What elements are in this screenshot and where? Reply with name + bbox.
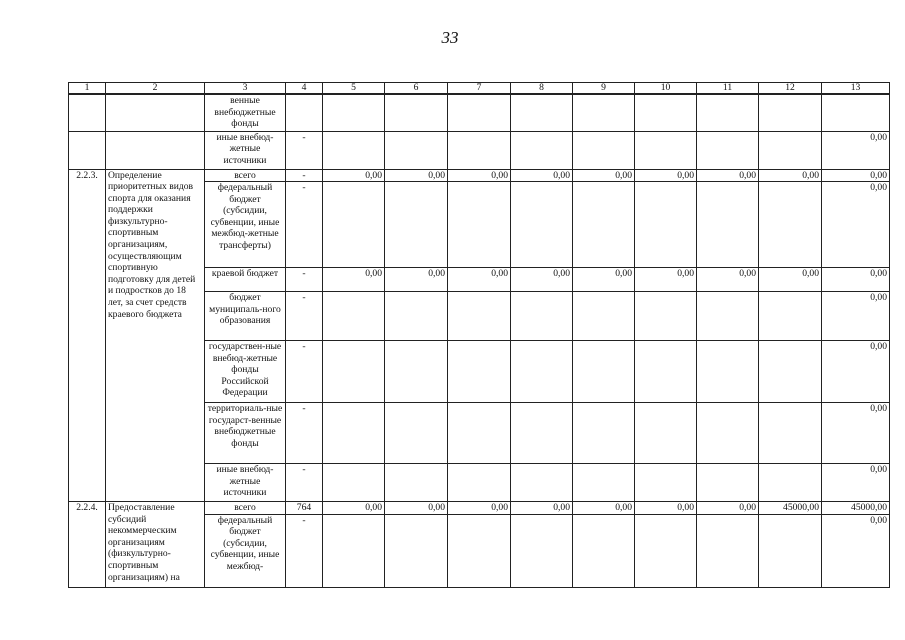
table-row xyxy=(69,131,890,169)
value-cell: 0,00 xyxy=(822,514,890,587)
value-cell: 0,00 xyxy=(323,169,385,182)
value-cell: 0,00 xyxy=(697,502,759,515)
value-cell: 0,00 xyxy=(822,341,890,403)
value-cell: 0,00 xyxy=(697,169,759,182)
funding-source: всего xyxy=(205,502,286,515)
funding-source: федеральный бюджет (субсидии, субвенции, иные межбюд-жетные трансферты) xyxy=(205,182,286,268)
value-cell: 0,00 xyxy=(323,268,385,292)
value-cell: 0,00 xyxy=(385,268,448,292)
code-cell: - xyxy=(286,292,323,341)
value-cell: 0,00 xyxy=(511,169,573,182)
value-cell: 0,00 xyxy=(511,268,573,292)
table-row xyxy=(69,94,890,131)
code-cell: - xyxy=(286,182,323,268)
value-cell: 0,00 xyxy=(635,169,697,182)
code-cell: - xyxy=(286,169,323,182)
value-cell: 0,00 xyxy=(385,169,448,182)
funding-source: территориаль-ные государст-венные внебюджетные фонды xyxy=(205,403,286,464)
column-header: 1 xyxy=(69,83,106,95)
item-number: 2.2.3. xyxy=(69,169,106,502)
value-cell: 0,00 xyxy=(323,502,385,515)
value-cell: 0,00 xyxy=(822,403,890,464)
funding-source: венные внебюджетные фонды xyxy=(205,94,286,131)
code-cell: - xyxy=(286,514,323,587)
code-cell: - xyxy=(286,131,323,169)
value-cell: 0,00 xyxy=(822,182,890,268)
value-cell: 0,00 xyxy=(448,502,511,515)
funding-source: всего xyxy=(205,169,286,182)
value-cell: 0,00 xyxy=(573,502,635,515)
column-header: 11 xyxy=(697,83,759,95)
value-cell: 0,00 xyxy=(822,292,890,341)
value-cell: 0,00 xyxy=(573,268,635,292)
value-cell: 45000,00 xyxy=(759,502,822,515)
value-cell: 0,00 xyxy=(511,502,573,515)
column-header: 4 xyxy=(286,83,323,95)
code-cell: - xyxy=(286,268,323,292)
value-cell: 0,00 xyxy=(822,268,890,292)
funding-source: иные внебюд-жетные источники xyxy=(205,464,286,502)
table-row xyxy=(69,502,890,515)
value-cell: 0,00 xyxy=(697,268,759,292)
value-cell: 0,00 xyxy=(759,268,822,292)
code-cell: - xyxy=(286,341,323,403)
value-cell: 0,00 xyxy=(822,464,890,502)
item-description: Предоставление субсидий некоммерческим организациям (физкультурно-спортивным организациям) на xyxy=(106,502,205,588)
code-cell: 764 xyxy=(286,502,323,515)
column-header: 5 xyxy=(323,83,385,95)
value-cell: 0,00 xyxy=(448,169,511,182)
item-description: Определение приоритетных видов спорта для оказания поддержки физкультурно-спортивным организациям, осуществляющим спортивную подготовку для детей и подростков до 18 лет, за счет средств краевого бюджета xyxy=(106,169,205,502)
funding-source: государствен-ные внебюд-жетные фонды Российской Федерации xyxy=(205,341,286,403)
value-cell: 0,00 xyxy=(385,502,448,515)
column-header: 10 xyxy=(635,83,697,95)
column-header: 7 xyxy=(448,83,511,95)
page-number: 33 xyxy=(441,28,459,47)
value-cell: 0,00 xyxy=(759,169,822,182)
column-header: 9 xyxy=(573,83,635,95)
column-header-row xyxy=(69,83,890,95)
value-cell: 0,00 xyxy=(448,268,511,292)
code-cell: - xyxy=(286,403,323,464)
funding-source: федеральный бюджет (субсидии, субвенции, иные межбюд- xyxy=(205,514,286,587)
value-cell: 0,00 xyxy=(822,131,890,169)
item-number: 2.2.4. xyxy=(69,502,106,588)
column-header: 12 xyxy=(759,83,822,95)
budget-table xyxy=(68,82,890,588)
funding-source: краевой бюджет xyxy=(205,268,286,292)
value-cell: 0,00 xyxy=(573,169,635,182)
column-header: 13 xyxy=(822,83,890,95)
value-cell: 0,00 xyxy=(635,502,697,515)
funding-source: бюджет муниципаль-ного образования xyxy=(205,292,286,341)
column-header: 6 xyxy=(385,83,448,95)
value-cell: 0,00 xyxy=(822,169,890,182)
table-row xyxy=(69,169,890,182)
value-cell: 45000,00 xyxy=(822,502,890,515)
value-cell: 0,00 xyxy=(635,268,697,292)
code-cell: - xyxy=(286,464,323,502)
column-header: 2 xyxy=(106,83,205,95)
column-header: 8 xyxy=(511,83,573,95)
funding-source: иные внебюд-жетные источники xyxy=(205,131,286,169)
column-header: 3 xyxy=(205,83,286,95)
